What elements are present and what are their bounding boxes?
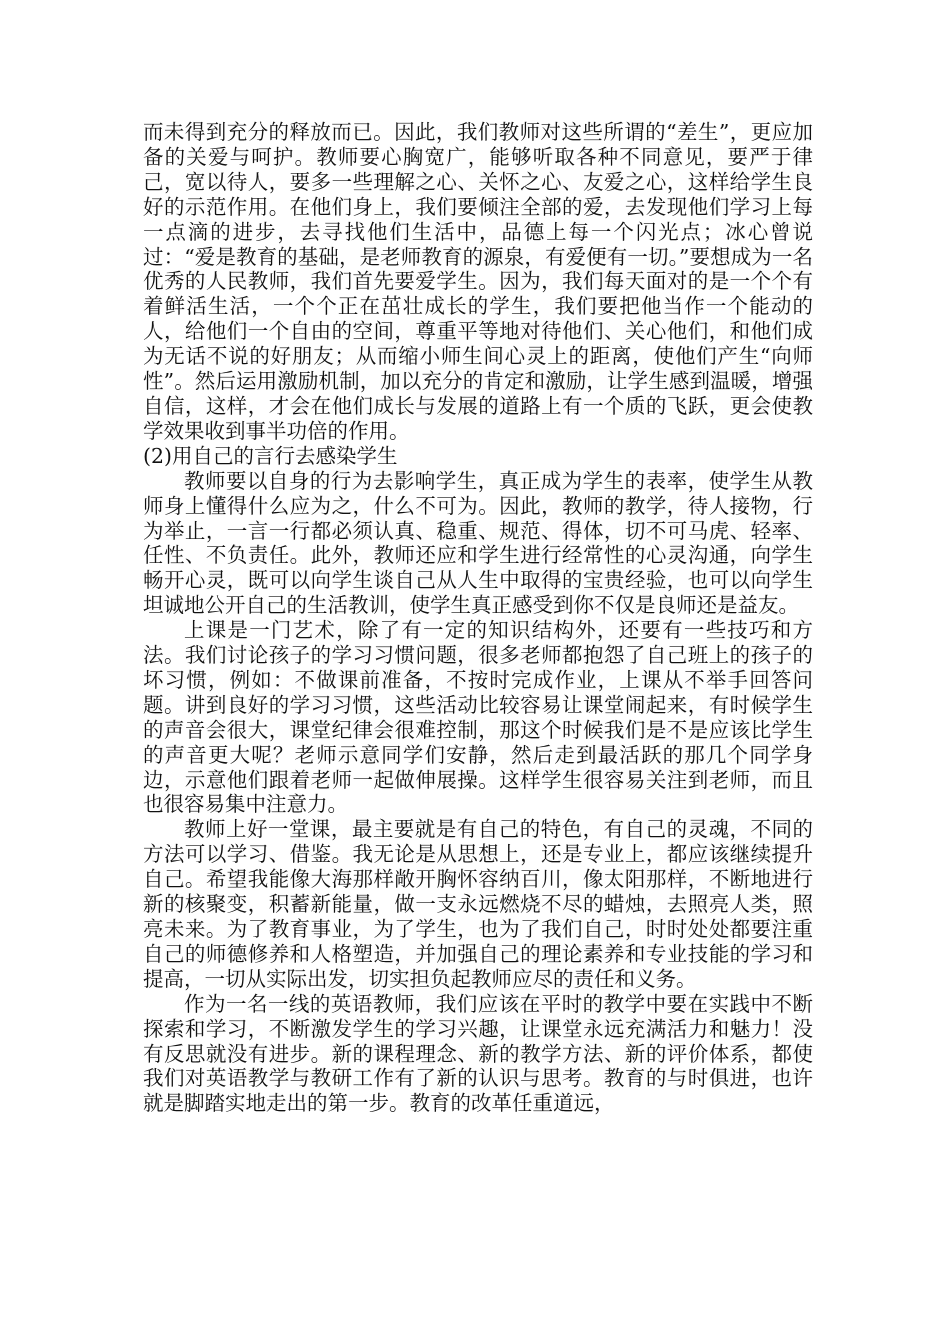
paragraph-3: 上课是一门艺术，除了有一定的知识结构外，还要有一些技巧和方法。我们讨论孩子的学习习惯问题，很多老师都抱怨了自己班上的孩子的坏习惯，例如：不做课前准备，不按时完成作业，上课从不举手回答问题。讲到良好的学习习惯，这些活动比较容易让课堂闹起来，有时候学生的声音会很大，课堂纪律会很难控制，那这个时候我们是不是应该比学生的声音更大呢？老师示意同学们安静，然后走到最活跃的那几个同学身边，示意他们跟着老师一起做伸展操。这样学生很容易关注到老师，而且也很容易集中注意力。: [143, 618, 813, 817]
section-heading: (2)用自己的言行去感染学生: [143, 443, 398, 468]
paragraph-4: 教师上好一堂课，最主要就是有自己的特色，有自己的灵魂，不同的方法可以学习、借鉴。我无论是从思想上，还是专业上，都应该继续提升自己。希望我能像大海那样敞开胸怀容纳百川，像太阳那样，不断地进行新的核聚变，积蓄新能量，做一支永远燃烧不尽的蜡烛，去照亮人类，照亮未来。为了教育事业，为了学生，也为了我们自己，时时处处都要注重自己的师德修养和人格塑造，并加强自己的理论素养和专业技能的学习和提高，一切从实际出发，切实担负起教师应尽的责任和义务。: [143, 817, 813, 991]
paragraph-5: 作为一名一线的英语教师，我们应该在平时的教学中要在实践中不断探索和学习，不断激发学生的学习兴趣，让课堂永远充满活力和魅力！没有反思就没有进步。新的课程理念、新的教学方法、新的评价体系，都使我们对英语教学与教研工作有了新的认识与思考。教育的与时俱进，也许就是脚踏实地走出的第一步。教育的改革任重道远，: [143, 991, 813, 1116]
paragraph-2: 教师要以自身的行为去影响学生，真正成为学生的表率，使学生从教师身上懂得什么应为之，什么不可为。因此，教师的教学，待人接物，行为举止，一言一行都必须认真、稳重、规范、得体，切不可马虎、轻率、任性、不负责任。此外，教师还应和学生进行经常性的心灵沟通，向学生畅开心灵，既可以向学生谈自己从人生中取得的宝贵经验，也可以向学生坦诚地公开自己的生活教训，使学生真正感受到你不仅是良师还是益友。: [143, 468, 813, 618]
document-page: [143, 120, 813, 1116]
paragraph-1: 而未得到充分的释放而已。因此，我们教师对这些所谓的“差生”，更应加备的关爱与呵护。教师要心胸宽广，能够听取各种不同意见，要严于律己，宽以待人，要多一些理解之心、关怀之心、友爱之心，这样给学生良好的示范作用。在他们身上，我们要倾注全部的爱，去发现他们学习上每一点滴的进步，去寻找他们生活中，品德上每一个闪光点；冰心曾说过：“爱是教育的基础，是老师教育的源泉，有爱便有一切。”要想成为一名优秀的人民教师，我们首先要爱学生。因为，我们每天面对的是一个个有着鲜活生活，一个个正在茁壮成长的学生，我们要把他当作一个能动的人，给他们一个自由的空间，尊重平等地对待他们、关心他们，和他们成为无话不说的好朋友；从而缩小师生间心灵上的距离，使他们产生“向师性”。然后运用激励机制，加以充分的肯定和激励，让学生感到温暖，增强自信，这样，才会在他们成长与发展的道路上有一个质的飞跃，更会使教学效果收到事半功倍的作用。: [143, 120, 813, 443]
